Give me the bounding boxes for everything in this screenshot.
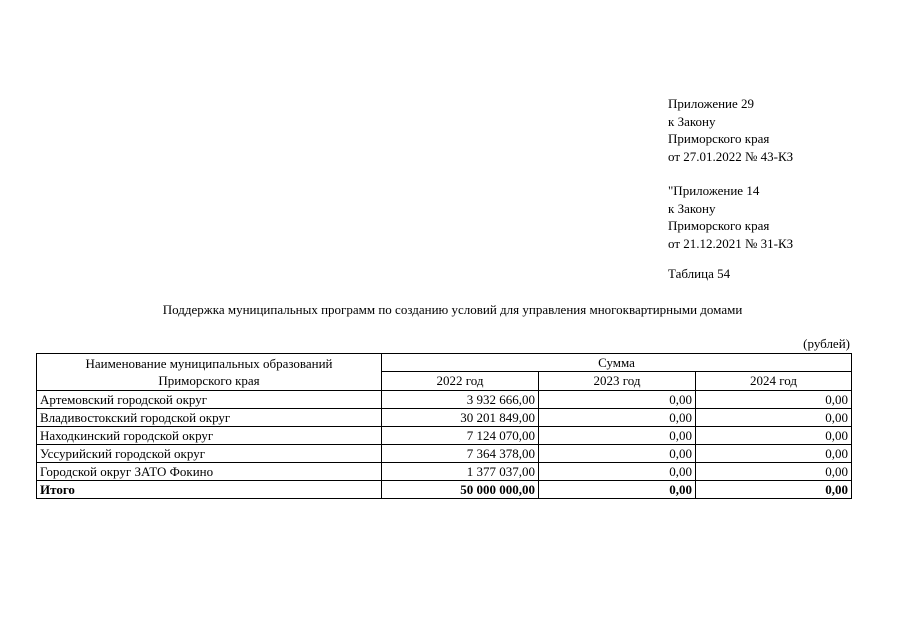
total-row: [37, 481, 852, 499]
amount-2023: 0,00: [539, 445, 696, 463]
total-2024: 0,00: [696, 481, 852, 499]
amount-2022: 1 377 037,00: [382, 463, 539, 481]
municipality-name: Владивостокский городской округ: [37, 409, 382, 427]
amount-2022: 7 124 070,00: [382, 427, 539, 445]
amount-2022: 3 932 666,00: [382, 391, 539, 409]
table-row: [37, 463, 852, 481]
table-row: [37, 391, 852, 409]
appendix-29-line: Приложение 29: [668, 96, 755, 111]
document-title: Поддержка муниципальных программ по созданию условий для управления многоквартирными домами: [162, 302, 743, 317]
appendix-14-block: [668, 182, 793, 252]
name-header-line: Приморского края: [158, 373, 260, 388]
amount-2024: 0,00: [696, 409, 852, 427]
name-header-line: Наименование муниципальных образований: [85, 356, 333, 371]
table-row: [37, 409, 852, 427]
appendix-14-line: от 21.12.2021 № 31-КЗ: [668, 235, 794, 251]
appendix-14-line: Приморского края: [668, 218, 770, 233]
table-row: [37, 445, 852, 463]
year-header-2024: 2024 год: [696, 372, 852, 391]
appendix-14-line: "Приложение 14: [668, 183, 760, 198]
amount-2023: 0,00: [539, 463, 696, 481]
sum-column-header: Сумма: [382, 354, 852, 372]
amount-2024: 0,00: [696, 391, 852, 409]
municipality-name: Артемовский городской округ: [37, 391, 382, 409]
total-2022: 50 000 000,00: [382, 481, 539, 499]
budget-table: [36, 353, 852, 499]
appendix-29-line: к Закону: [668, 113, 716, 129]
total-label: Итого: [37, 481, 382, 499]
amount-2024: 0,00: [696, 427, 852, 445]
unit-label: (рублей): [803, 336, 850, 351]
amount-2022: 7 364 378,00: [382, 445, 539, 463]
municipality-name: Уссурийский городской округ: [37, 445, 382, 463]
municipality-name: Находкинский городской округ: [37, 427, 382, 445]
appendix-14-line: к Закону: [668, 200, 716, 216]
amount-2024: 0,00: [696, 463, 852, 481]
total-2023: 0,00: [539, 481, 696, 499]
appendix-29-line: Приморского края: [668, 131, 770, 146]
amount-2022: 30 201 849,00: [382, 409, 539, 427]
table-number: Таблица 54: [668, 266, 731, 281]
amount-2023: 0,00: [539, 427, 696, 445]
appendix-29-block: [668, 95, 793, 165]
appendix-29-line: от 27.01.2022 № 43-КЗ: [668, 148, 794, 164]
amount-2023: 0,00: [539, 409, 696, 427]
amount-2024: 0,00: [696, 445, 852, 463]
year-header-2023: 2023 год: [539, 372, 696, 391]
municipality-name: Городской округ ЗАТО Фокино: [37, 463, 382, 481]
year-header-2022: 2022 год: [382, 372, 539, 391]
name-column-header: [37, 354, 382, 391]
table-header-row: [37, 354, 852, 372]
table-row: [37, 427, 852, 445]
amount-2023: 0,00: [539, 391, 696, 409]
